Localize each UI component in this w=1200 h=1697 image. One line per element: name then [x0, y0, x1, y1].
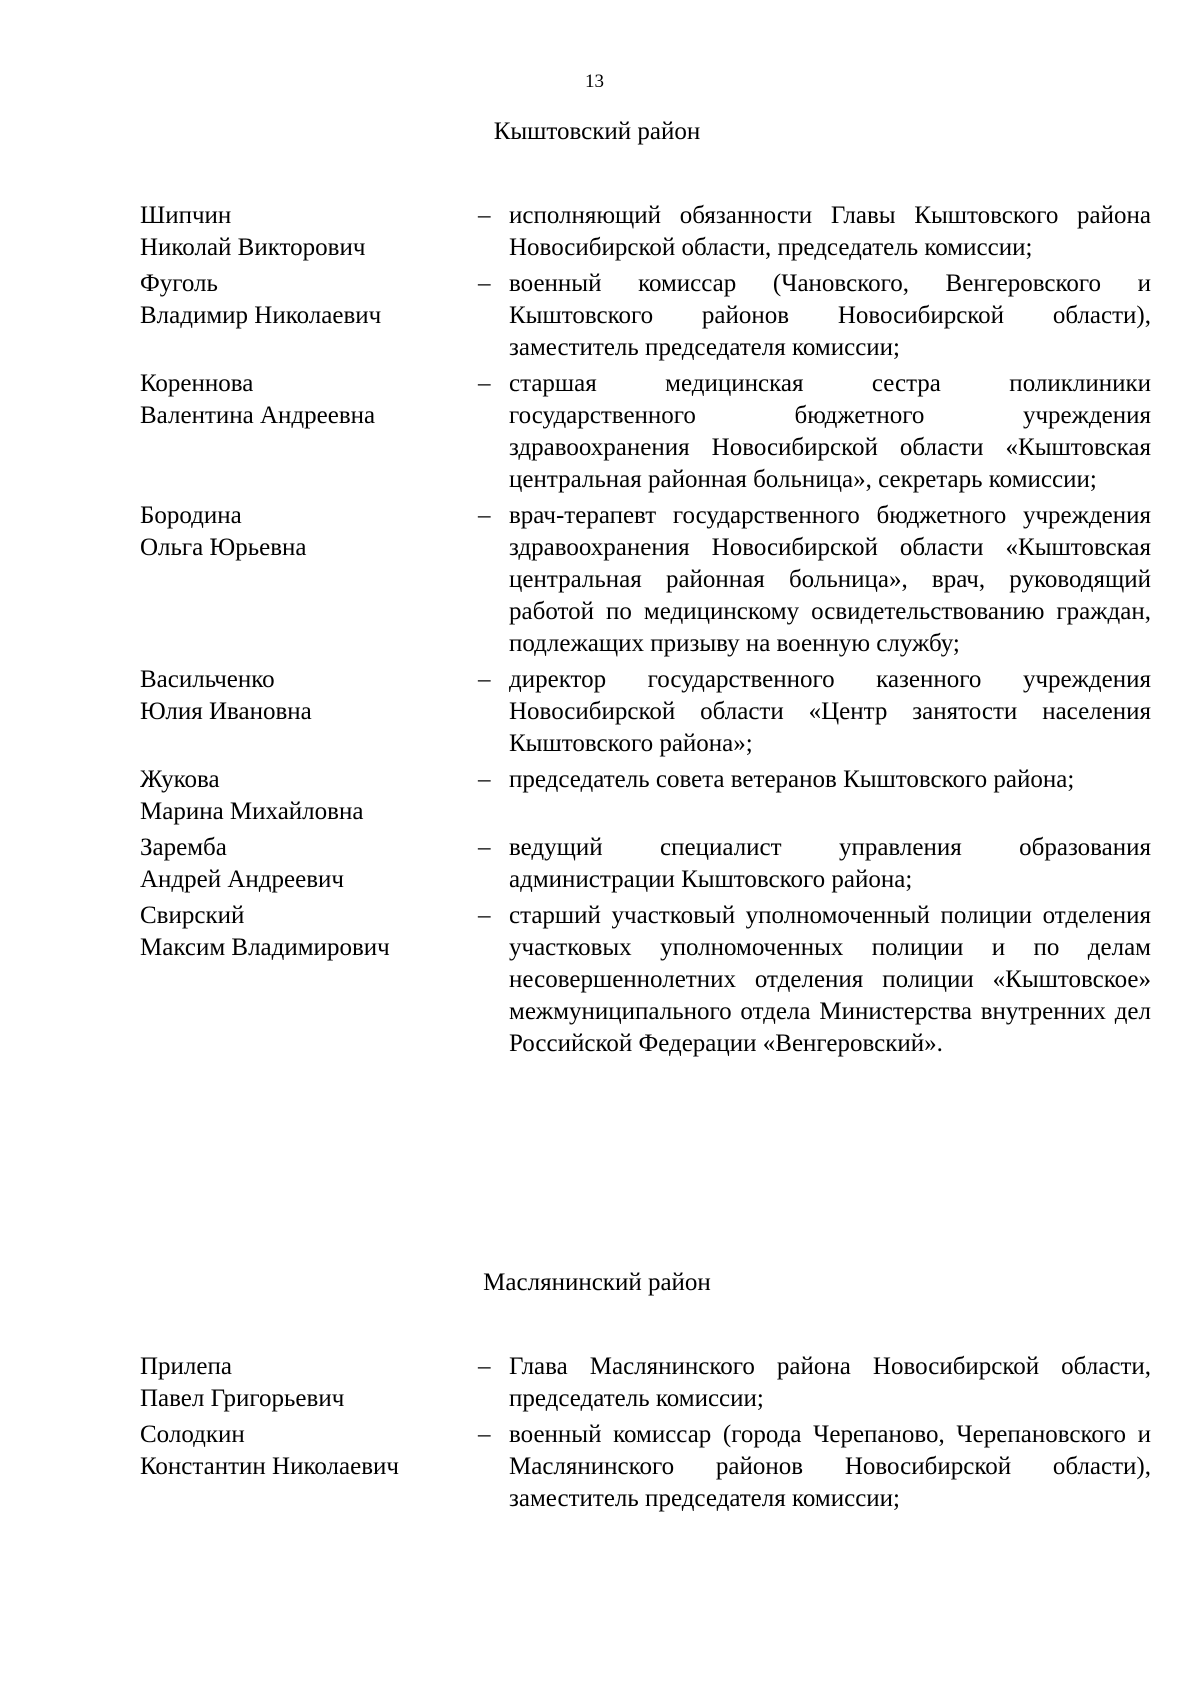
member-surname: Свирский — [140, 902, 245, 929]
member-name — [140, 368, 470, 432]
member-role: старшая медицинская сестра поликлиники государственного бюджетного учреждения здравоохранения Новосибирской области «Кыштовская центральная районная больница», секретарь комиссии; — [509, 370, 1151, 493]
member-row — [0, 764, 1200, 828]
member-row — [0, 368, 1200, 496]
member-surname: Бородина — [140, 502, 242, 529]
member-surname: Шипчин — [140, 202, 232, 229]
member-role: старший участковый уполномоченный полиции отделения участковых уполномоченных полиции и по делам несовершеннолетних отделения полиции «Кыштовское» межмуниципального отдела Министерства внутренних дел Российской Федерации «Венгеровский». — [509, 902, 1151, 1057]
member-dash: – — [478, 202, 491, 229]
member-dash: – — [478, 834, 491, 861]
member-row — [0, 832, 1200, 896]
member-row — [0, 268, 1200, 364]
member-row — [0, 1419, 1200, 1515]
member-role: Глава Маслянинского района Новосибирской области, председатель комиссии; — [509, 1353, 1151, 1412]
member-surname: Заремба — [140, 834, 227, 861]
member-dash: – — [478, 902, 491, 929]
member-name — [140, 500, 470, 564]
member-name — [140, 268, 470, 332]
page-number: 13 — [585, 71, 604, 92]
member-dash: – — [478, 370, 491, 397]
member-surname: Прилепа — [140, 1353, 232, 1380]
member-list — [0, 1351, 1200, 1515]
member-role: председатель совета ветеранов Кыштовского района; — [509, 766, 1075, 793]
member-dash: – — [478, 1353, 491, 1380]
member-name — [140, 664, 470, 728]
member-dash: – — [478, 666, 491, 693]
member-role: ведущий специалист управления образования администрации Кыштовского района; — [509, 834, 1151, 893]
member-given-names: Валентина Андреевна — [140, 402, 376, 429]
member-given-names: Ольга Юрьевна — [140, 534, 307, 561]
member-role: военный комиссар (города Черепаново, Черепановского и Маслянинского районов Новосибирской области), заместитель председателя комиссии; — [509, 1421, 1151, 1512]
member-given-names: Юлия Ивановна — [140, 698, 312, 725]
member-name — [140, 900, 470, 964]
member-given-names: Павел Григорьевич — [140, 1385, 345, 1412]
member-list — [0, 200, 1200, 1060]
member-role: врач-терапевт государственного бюджетного учреждения здравоохранения Новосибирской области «Кыштовская центральная районная больница», врач, руководящий работой по медицинскому освидетельствованию граждан, подлежащих призыву на военную службу; — [509, 502, 1151, 657]
member-dash: – — [478, 270, 491, 297]
member-row — [0, 500, 1200, 660]
member-role: военный комиссар (Чановского, Венгеровского и Кыштовского районов Новосибирской области), заместитель председателя комиссии; — [509, 270, 1151, 361]
member-surname: Кореннова — [140, 370, 254, 397]
member-row — [0, 200, 1200, 264]
member-name — [140, 1351, 470, 1415]
member-row — [0, 900, 1200, 1060]
member-surname: Фуголь — [140, 270, 218, 297]
member-row — [0, 1351, 1200, 1415]
member-given-names: Андрей Андреевич — [140, 866, 344, 893]
member-role: исполняющий обязанности Главы Кыштовского района Новосибирской области, председатель комиссии; — [509, 202, 1151, 261]
member-given-names: Марина Михайловна — [140, 798, 364, 825]
member-surname: Васильченко — [140, 666, 275, 693]
member-role: директор государственного казенного учреждения Новосибирской области «Центр занятости населения Кыштовского района»; — [509, 666, 1151, 757]
member-surname: Солодкин — [140, 1421, 245, 1448]
member-row — [0, 664, 1200, 760]
member-given-names: Максим Владимирович — [140, 934, 390, 961]
member-dash: – — [478, 1421, 491, 1448]
member-name — [140, 764, 470, 828]
member-given-names: Николай Викторович — [140, 234, 366, 261]
member-dash: – — [478, 766, 491, 793]
member-name — [140, 832, 470, 896]
member-name — [140, 200, 470, 264]
member-name — [140, 1419, 470, 1483]
section-title: Кыштовский район — [493, 118, 701, 145]
section-kyshtovsky — [0, 116, 1200, 1064]
member-surname: Жукова — [140, 766, 220, 793]
member-given-names: Константин Николаевич — [140, 1453, 399, 1480]
section-title: Маслянинский район — [483, 1269, 711, 1296]
member-given-names: Владимир Николаевич — [140, 302, 382, 329]
section-maslyaninsky — [0, 1267, 1200, 1519]
member-dash: – — [478, 502, 491, 529]
